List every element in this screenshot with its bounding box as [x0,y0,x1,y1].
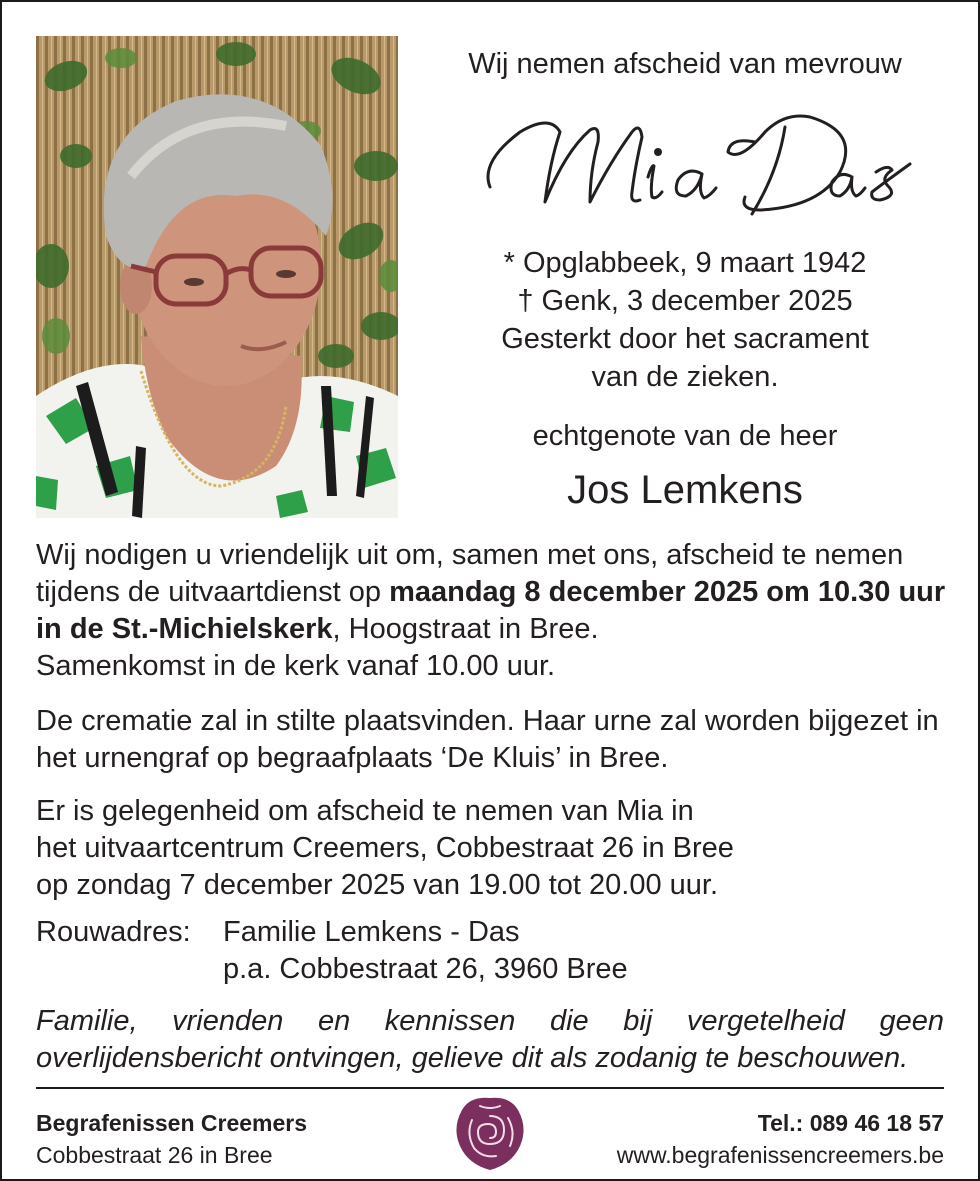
life-dates [410,244,960,396]
viewing-line-1: Er is gelegenheid om afscheid te nemen van Mia in [36,795,694,827]
sacrament-line-1: Gesterkt door het sacrament [501,323,869,355]
invitation-text-1: Wij nodigen u vriendelijk uit om, samen met ons, afscheid te nemen tijdens de uitvaartdienst op [36,539,904,608]
address-label: Rouwadres: [36,916,191,948]
portrait-photo [36,36,398,518]
viewing-paragraph [36,793,956,904]
gathering-text: Samenkomst in de kerk vanaf 10.00 uur. [36,650,556,682]
invitation-text-2: , Hoogstraat in Bree. [332,613,599,645]
birth-line: * Opglabbeek, 9 maart 1942 [503,247,867,279]
sacrament-line-2: van de zieken. [591,361,779,393]
company-name: Begrafenissen Creemers [36,1110,308,1136]
phone-number[interactable]: Tel.: 089 46 18 57 [757,1110,944,1136]
viewing-line-3: op zondag 7 december 2025 van 19.00 tot 20.00 uur. [36,869,719,901]
company-address: Cobbestraat 26 in Bree [36,1142,273,1168]
deceased-name-script [440,92,940,232]
notice-paragraph: Familie, vrienden en kennissen die bij vergetelheid geen overlijdensbericht ontvingen, gelieve dit als zodanig te beschouwen. [36,1005,944,1074]
address-line-2: p.a. Cobbestraat 26, 3960 Bree [223,953,628,985]
spouse-intro: echtgenote van de heer [532,420,838,452]
footer-company [36,1107,307,1171]
invitation-paragraph [36,537,956,685]
death-line: † Genk, 3 december 2025 [517,285,853,317]
mourning-address [223,914,628,988]
viewing-line-2: het uitvaartcentrum Creemers, Cobbestraat 26 in Bree [36,832,734,864]
footer-contact [617,1107,944,1171]
address-line-1: Familie Lemkens - Das [223,916,520,948]
footer-divider [36,1087,944,1089]
intro-text: Wij nemen afscheid van mevrouw [468,48,902,80]
rose-icon [452,1094,528,1174]
website-link[interactable]: www.begrafenissencreemers.be [616,1142,944,1168]
spouse-name: Jos Lemkens [567,468,803,512]
cremation-paragraph: De crematie zal in stilte plaatsvinden. Haar urne zal worden bijgezet in het urnengraf op begraafplaats ‘De Kluis’ in Bree. [36,705,939,774]
invitation-service-details: maandag 8 december 2025 om 10.30 uur in de St.-Michielskerk [36,576,946,645]
